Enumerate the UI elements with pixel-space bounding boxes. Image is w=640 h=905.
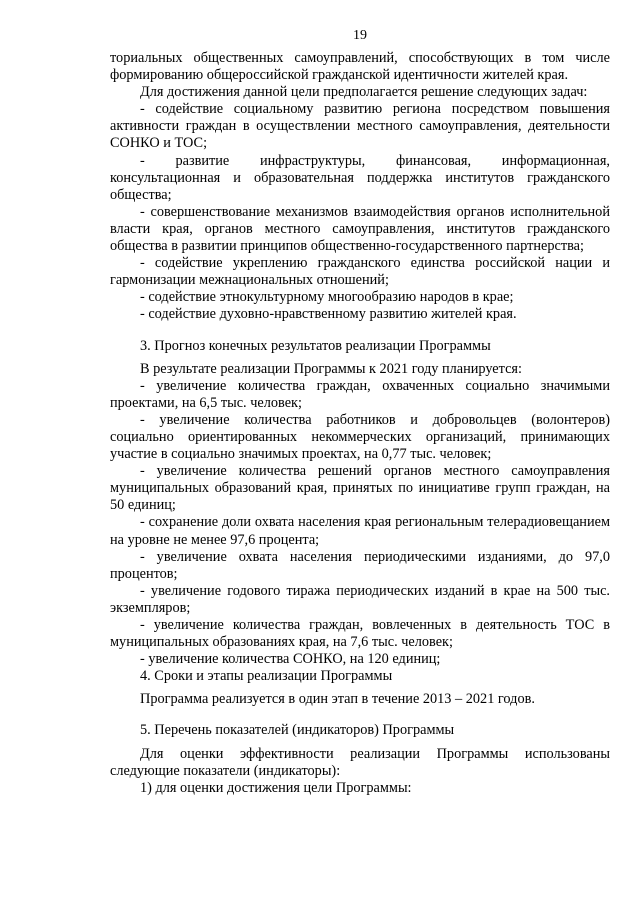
list-item: - содействие духовно-нравственному развитию жителей края. xyxy=(140,306,517,323)
page-number: 19 xyxy=(353,28,367,43)
list-item: - увеличение годового тиража периодических изданий в крае на 500 тыс. экземпляров; xyxy=(110,582,610,616)
paragraph: Программа реализуется в один этап в течение 2013 – 2021 годов. xyxy=(140,691,535,708)
list-item: - увеличение количества СОНКО, на 120 единиц; xyxy=(140,651,441,668)
list-item: - содействие укреплению гражданского единства российской нации и гармонизации межнациональных отношений; xyxy=(110,255,610,289)
list-item: - увеличение количества работников и добровольцев (волонтеров) социально ориентированных некоммерческих организаций, принимающих участие в социально значимых проектах, на 0,77 тыс. человек; xyxy=(110,411,610,463)
list-item: - увеличение количества решений органов местного самоуправления муниципальных образований края, принятых по инициативе групп граждан, на 50 единиц; xyxy=(110,463,610,514)
list-item: - увеличение количества граждан, вовлеченных в деятельность ТОС в муниципальных образованиях края, на 7,6 тыс. человек; xyxy=(110,617,610,651)
list-item: - совершенствование механизмов взаимодействия органов исполнительной власти края, органов местного самоуправления, институтов гражданского общества в развитии принципов общественно-государственного партнерства; xyxy=(110,203,610,255)
list-item: - содействие этнокультурному многообразию народов в крае; xyxy=(140,289,514,306)
list-item: - содействие социальному развитию региона посредством повышения активности граждан в осуществлении местного самоуправления, деятельности СОНКО и ТОС; xyxy=(110,101,610,152)
section-heading: 5. Перечень показателей (индикаторов) Программы xyxy=(140,722,455,739)
paragraph: ториальных общественных самоуправлений, способствующих в том числе формированию общероссийской гражданской идентичности жителей края. xyxy=(110,50,610,84)
paragraph: Для оценки эффективности реализации Программы использованы следующие показатели (индикаторы): xyxy=(110,745,610,779)
section-heading: 3. Прогноз конечных результатов реализации Программы xyxy=(140,337,491,354)
paragraph: Для достижения данной цели предполагается решение следующих задач: xyxy=(140,84,588,101)
paragraph: 1) для оценки достижения цели Программы: xyxy=(140,779,412,796)
list-item: - увеличение охвата населения периодическими изданиями, до 97,0 процентов; xyxy=(110,548,610,582)
section-heading: 4. Сроки и этапы реализации Программы xyxy=(140,668,393,685)
document-page xyxy=(110,28,610,797)
list-item: - увеличение количества граждан, охваченных социально значимыми проектами, на 6,5 тыс. человек; xyxy=(110,377,610,411)
list-item: - развитие инфраструктуры, финансовая, информационная, консультационная и образовательная поддержка институтов гражданского общества; xyxy=(110,152,610,203)
list-item: - сохранение доли охвата населения края региональным телерадиовещанием на уровне не менее 97,6 процента; xyxy=(110,514,610,548)
paragraph: В результате реализации Программы к 2021 году планируется: xyxy=(140,360,522,377)
